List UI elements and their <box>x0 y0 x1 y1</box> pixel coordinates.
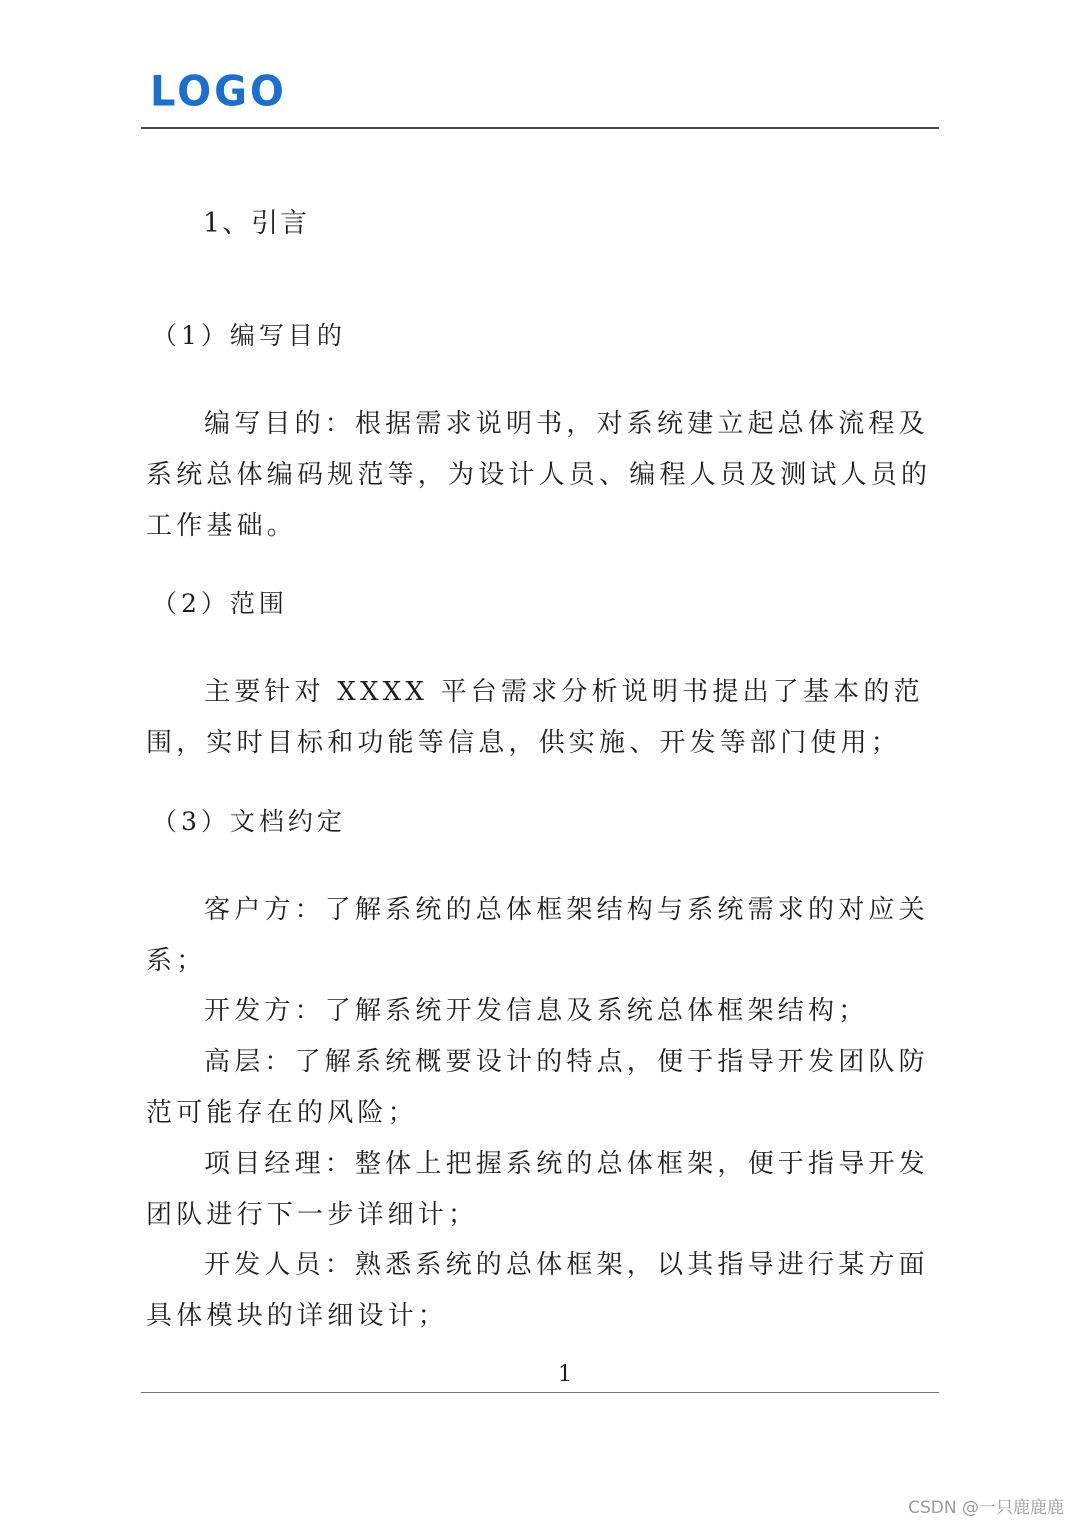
paragraph-client: 客户方：了解系统的总体框架结构与系统需求的对应关系； <box>146 895 929 976</box>
logo: LOGO <box>150 67 287 117</box>
subsection-title-purpose: （1）编写目的 <box>152 321 346 350</box>
paragraph-developer-side: 开发方：了解系统开发信息及系统总体框架结构； <box>204 996 869 1026</box>
paragraph-purpose: 编写目的：根据需求说明书，对系统建立起总体流程及系统总体编码规范等，为设计人员、编程人员及测试人员的工作基础。 <box>146 409 932 541</box>
section-title: 1、引言 <box>203 208 310 239</box>
page-number: 1 <box>558 1362 572 1387</box>
subsection-title-conventions: （3）文档约定 <box>152 807 346 836</box>
paragraph-project-manager: 项目经理：整体上把握系统的总体框架，便于指导开发团队进行下一步详细计； <box>146 1149 929 1230</box>
footer-divider <box>141 1392 939 1393</box>
paragraph-scope: 主要针对 XXXX 平台需求分析说明书提出了基本的范围，实时目标和功能等信息，供实施、开发等部门使用； <box>146 677 924 758</box>
subsection-title-scope: （2）范围 <box>152 589 288 618</box>
header-divider <box>141 127 939 129</box>
watermark: CSDN @一只鹿鹿鹿 <box>908 1498 1064 1518</box>
paragraph-developers: 开发人员：熟悉系统的总体框架，以其指导进行某方面具体模块的详细设计； <box>146 1250 929 1331</box>
paragraph-management: 高层：了解系统概要设计的特点，便于指导开发团队防范可能存在的风险； <box>146 1047 929 1128</box>
